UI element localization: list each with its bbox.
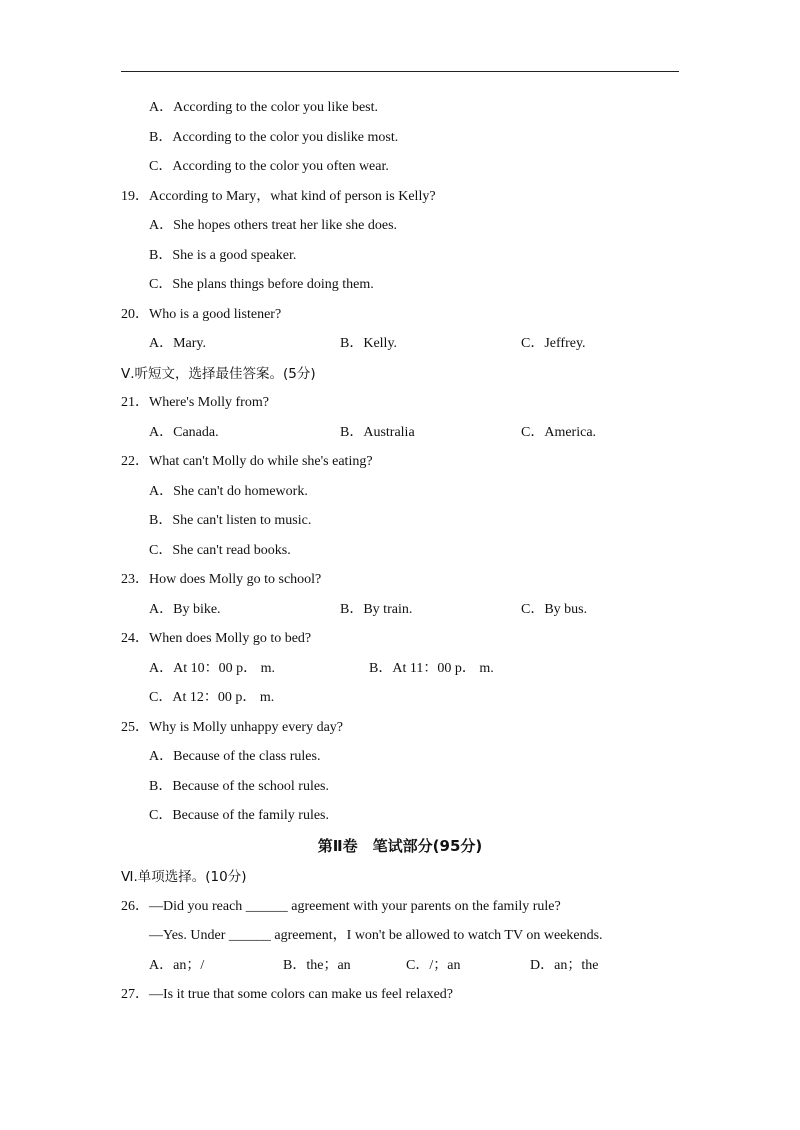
q18-option-c: C．According to the color you often wear.: [149, 159, 389, 174]
q25-option-c: C．Because of the family rules.: [149, 808, 330, 823]
q18-option-a: A．According to the color you like best.: [149, 100, 379, 115]
q26-option-d: D．an；the: [530, 958, 599, 973]
q26-line-2: —Yes. Under ______ agreement，I won't be allowed to watch TV on weekends.: [149, 928, 603, 943]
q22-question: 22．What can't Molly do while she's eating?: [121, 454, 373, 469]
q25-option-a: A．Because of the class rules.: [149, 749, 321, 764]
q24-option-c: C．At 12：00 p． m.: [149, 690, 275, 705]
q22-option-c: C．She can't read books.: [149, 543, 291, 558]
q21-option-a: A．Canada.: [149, 425, 219, 440]
q23-option-b: B．By train.: [340, 602, 413, 617]
q24-option-a: A．At 10：00 p． m.: [149, 661, 275, 676]
q21-option-c: C．America.: [521, 425, 597, 440]
q26-line-1: 26．—Did you reach ______ agreement with your parents on the family rule?: [121, 899, 561, 914]
q20-option-c: C．Jeffrey.: [521, 336, 586, 351]
section-6-title: Ⅵ.单项选择。(10分): [121, 869, 247, 885]
header-rule: [121, 71, 679, 72]
q21-option-b: B．Australia: [340, 425, 415, 440]
part-2-title: 第Ⅱ卷 笔试部分(95分): [317, 837, 483, 855]
q20-option-a: A．Mary.: [149, 336, 207, 351]
q21-question: 21．Where's Molly from?: [121, 395, 269, 410]
q19-option-b: B．She is a good speaker.: [149, 248, 297, 263]
q20-option-b: B．Kelly.: [340, 336, 398, 351]
q20-question: 20．Who is a good listener?: [121, 307, 282, 322]
q19-question: 19．According to Mary，what kind of person is Kelly?: [121, 189, 436, 204]
q25-option-b: B．Because of the school rules.: [149, 779, 330, 794]
q26-option-c: C．/；an: [406, 958, 461, 973]
q18-option-b: B．According to the color you dislike most.: [149, 130, 399, 145]
q27-line-1: 27．—Is it true that some colors can make us feel relaxed?: [121, 987, 453, 1002]
q19-option-c: C．She plans things before doing them.: [149, 277, 374, 292]
q19-option-a: A．She hopes others treat her like she does.: [149, 218, 398, 233]
q25-question: 25．Why is Molly unhappy every day?: [121, 720, 344, 735]
q26-option-a: A．an；/: [149, 958, 205, 973]
section-5-title: Ⅴ.听短文，选择最佳答案。(5分): [121, 366, 316, 382]
q22-option-b: B．She can't listen to music.: [149, 513, 312, 528]
q23-option-c: C．By bus.: [521, 602, 588, 617]
q23-question: 23．How does Molly go to school?: [121, 572, 322, 587]
q26-option-b: B．the；an: [283, 958, 351, 973]
q24-question: 24．When does Molly go to bed?: [121, 631, 312, 646]
q22-option-a: A．She can't do homework.: [149, 484, 308, 499]
q23-option-a: A．By bike.: [149, 602, 221, 617]
q24-option-b: B．At 11：00 p． m.: [369, 661, 494, 676]
